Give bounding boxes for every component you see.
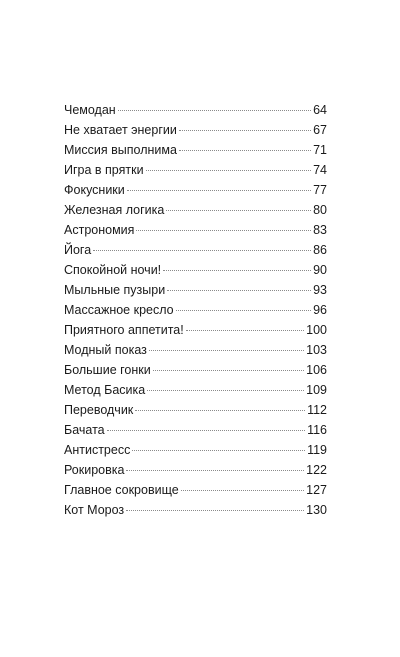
toc-entry-title: Большие гонки: [64, 363, 151, 377]
toc-entry-page: 103: [306, 343, 327, 357]
toc-entry-title: Игра в прятки: [64, 163, 144, 177]
toc-entry-title: Чемодан: [64, 103, 116, 117]
toc-entry-page: 127: [306, 483, 327, 497]
toc-entry[interactable]: [64, 400, 327, 420]
dot-leader: [153, 370, 304, 371]
toc-entry-page: 130: [306, 503, 327, 517]
dot-leader: [176, 310, 311, 311]
toc-entry-page: 93: [313, 283, 327, 297]
toc-entry-title: Рокировка: [64, 463, 125, 477]
dot-leader: [186, 330, 304, 331]
dot-leader: [126, 470, 304, 471]
toc-entry[interactable]: [64, 180, 327, 200]
toc-entry[interactable]: [64, 360, 327, 380]
toc-entry[interactable]: [64, 480, 327, 500]
toc-entry-page: 80: [313, 203, 327, 217]
dot-leader: [136, 230, 311, 231]
toc-entry-title: Йога: [64, 243, 92, 257]
toc-entry-title: Фокусники: [64, 183, 125, 197]
dot-leader: [166, 210, 311, 211]
toc-entry-page: 67: [313, 123, 327, 137]
toc-entry-page: 96: [313, 303, 327, 317]
dot-leader: [149, 350, 304, 351]
toc-entry-page: 86: [313, 243, 327, 257]
toc-entry[interactable]: [64, 340, 327, 360]
toc-entry[interactable]: [64, 460, 327, 480]
toc-entry[interactable]: [64, 280, 327, 300]
toc-entry-title: Кот Мороз: [64, 503, 125, 517]
dot-leader: [167, 290, 311, 291]
toc-entry-title: Метод Басика: [64, 383, 146, 397]
toc-entry-title: Железная логика: [64, 203, 165, 217]
toc-entry[interactable]: [64, 300, 327, 320]
toc-entry-page: 106: [306, 363, 327, 377]
toc-entry-title: Спокойной ночи!: [64, 263, 162, 277]
toc-entry[interactable]: [64, 500, 327, 520]
toc-entry[interactable]: [64, 380, 327, 400]
toc-entry-title: Не хватает энергии: [64, 123, 177, 137]
toc-entry-page: 71: [313, 143, 327, 157]
toc-entry[interactable]: [64, 240, 327, 260]
dot-leader: [146, 170, 312, 171]
toc-entry-page: 122: [306, 463, 327, 477]
dot-leader: [179, 130, 311, 131]
toc-entry-title: Приятного аппетита!: [64, 323, 184, 337]
toc-entry[interactable]: [64, 220, 327, 240]
toc-entry[interactable]: [64, 120, 327, 140]
toc-entry-title: Мыльные пузыри: [64, 283, 166, 297]
toc-entry-title: Главное сокровище: [64, 483, 179, 497]
toc-entry[interactable]: [64, 100, 327, 120]
dot-leader: [93, 250, 311, 251]
toc-entry[interactable]: [64, 440, 327, 460]
toc-entry-title: Массажное кресло: [64, 303, 174, 317]
toc-entry[interactable]: [64, 200, 327, 220]
dot-leader: [127, 190, 311, 191]
toc-entry-title: Бачата: [64, 423, 105, 437]
toc-entry-page: 83: [313, 223, 327, 237]
dot-leader: [147, 390, 304, 391]
toc-entry-title: Переводчик: [64, 403, 134, 417]
toc-entry-page: 112: [307, 403, 327, 417]
dot-leader: [132, 450, 305, 451]
toc-entry-title: Миссия выполнима: [64, 143, 177, 157]
toc-entry-page: 90: [313, 263, 327, 277]
toc-entry[interactable]: [64, 160, 327, 180]
dot-leader: [179, 150, 311, 151]
dot-leader: [181, 490, 304, 491]
toc-entry-page: 119: [307, 443, 327, 457]
toc-entry-page: 74: [313, 163, 327, 177]
toc-entry-page: 116: [307, 423, 327, 437]
toc-entry-page: 77: [313, 183, 327, 197]
toc-entry[interactable]: [64, 260, 327, 280]
toc-entry-page: 64: [313, 103, 327, 117]
toc-entry-page: 109: [306, 383, 327, 397]
table-of-contents: [64, 100, 327, 520]
dot-leader: [126, 510, 304, 511]
toc-entry-title: Астрономия: [64, 223, 135, 237]
dot-leader: [163, 270, 311, 271]
toc-entry-page: 100: [306, 323, 327, 337]
toc-entry[interactable]: [64, 420, 327, 440]
toc-entry[interactable]: [64, 320, 327, 340]
dot-leader: [118, 110, 311, 111]
toc-entry-title: Антистресс: [64, 443, 131, 457]
toc-entry[interactable]: [64, 140, 327, 160]
toc-entry-title: Модный показ: [64, 343, 147, 357]
dot-leader: [107, 430, 305, 431]
dot-leader: [135, 410, 305, 411]
